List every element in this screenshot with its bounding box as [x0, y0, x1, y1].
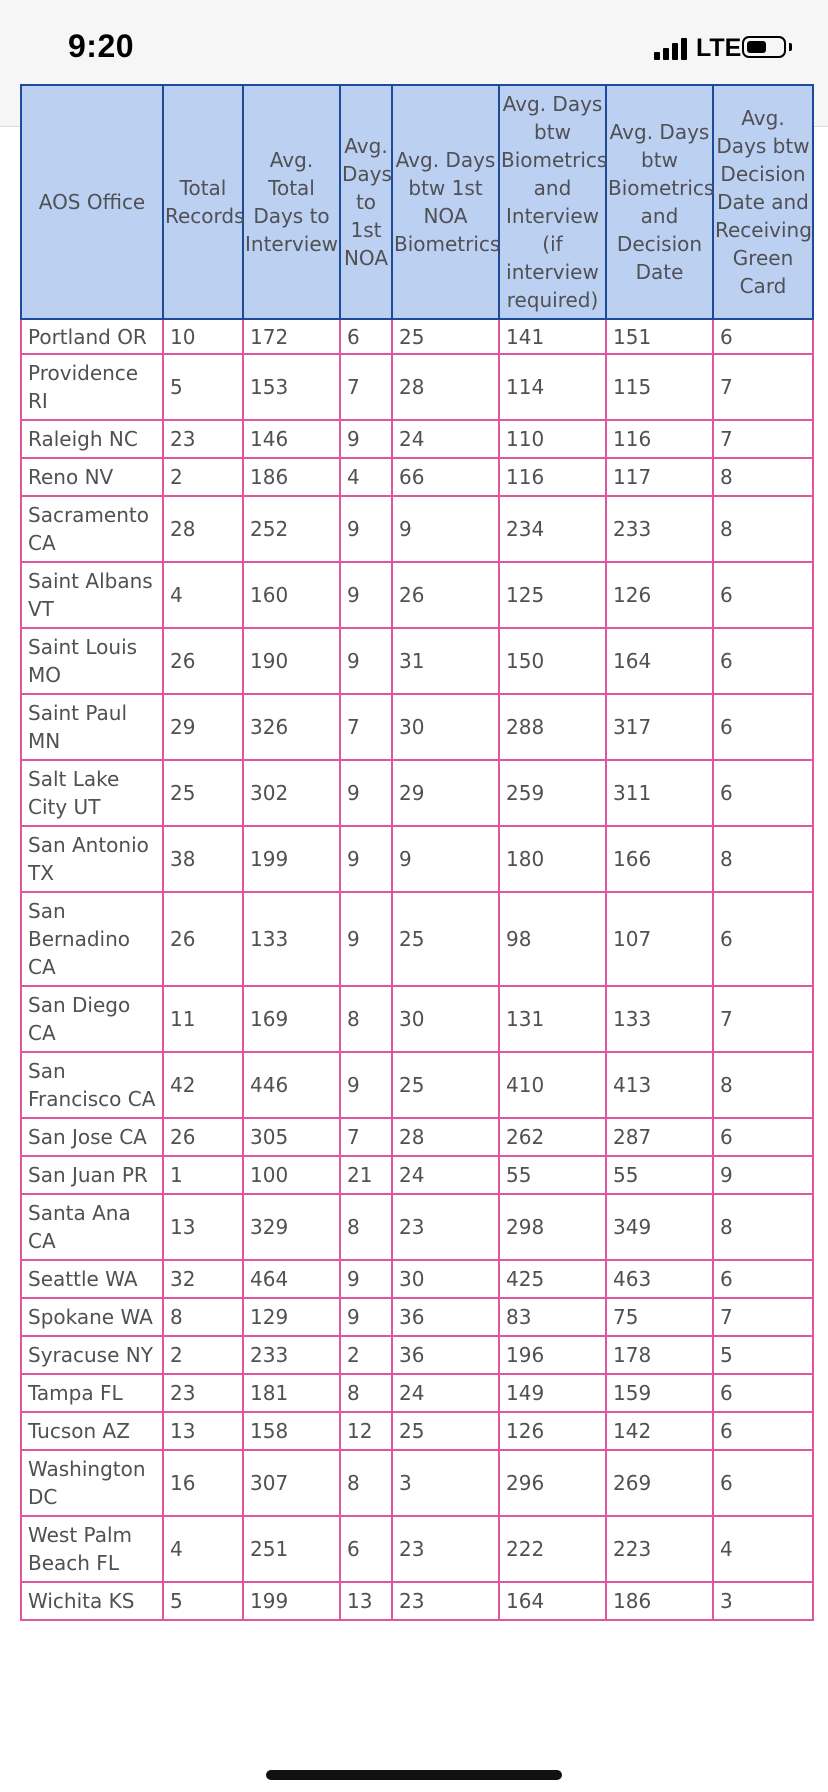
cell-avg-days-noa-biometrics: 9 [392, 496, 499, 562]
cell-avg-days-noa-biometrics: 24 [392, 420, 499, 458]
cell-avg-days-1st-noa: 7 [340, 1118, 392, 1156]
cell-total-records: 13 [163, 1194, 243, 1260]
cell-avg-days-biometrics-decision: 317 [606, 694, 713, 760]
table-body [21, 354, 813, 1620]
cell-avg-days-biometrics-interview: 125 [499, 562, 606, 628]
cell-avg-days-decision-green-card: 6 [713, 1412, 813, 1450]
cell-avg-days-1st-noa: 2 [340, 1336, 392, 1374]
cell-avg-days-biometrics-decision: 117 [606, 458, 713, 496]
cell-avg-days-1st-noa: 13 [340, 1582, 392, 1620]
cell-aos-office: Seattle WA [21, 1260, 163, 1298]
cell-avg-days-1st-noa: 9 [340, 1260, 392, 1298]
cell-avg-days-biometrics-decision: 151 [606, 319, 713, 354]
cell-avg-days-decision-green-card: 6 [713, 1374, 813, 1412]
cell-avg-days-decision-green-card: 8 [713, 1194, 813, 1260]
cell-avg-days-noa-biometrics: 24 [392, 1156, 499, 1194]
cell-total-records: 16 [163, 1450, 243, 1516]
cell-avg-days-1st-noa: 6 [340, 319, 392, 354]
cell-avg-days-noa-biometrics: 25 [392, 1412, 499, 1450]
cell-avg-days-decision-green-card: 7 [713, 986, 813, 1052]
cell-avg-days-decision-green-card: 6 [713, 562, 813, 628]
cell-avg-days-biometrics-decision: 233 [606, 496, 713, 562]
cell-avg-total-days: 153 [243, 354, 340, 420]
cell-avg-days-biometrics-decision: 55 [606, 1156, 713, 1194]
cell-avg-days-decision-green-card: 6 [713, 1450, 813, 1516]
cell-avg-days-biometrics-interview: 410 [499, 1052, 606, 1118]
table-row [21, 458, 813, 496]
cell-avg-days-biometrics-interview: 55 [499, 1156, 606, 1194]
cell-avg-days-biometrics-interview: 262 [499, 1118, 606, 1156]
cell-avg-days-noa-biometrics: 30 [392, 694, 499, 760]
cell-total-records: 1 [163, 1156, 243, 1194]
network-type: LTE [696, 34, 742, 62]
cell-aos-office: Santa Ana CA [21, 1194, 163, 1260]
cell-total-records: 4 [163, 562, 243, 628]
cell-avg-days-decision-green-card: 6 [713, 892, 813, 986]
cell-avg-days-1st-noa: 8 [340, 1450, 392, 1516]
cell-avg-days-1st-noa: 9 [340, 1298, 392, 1336]
cell-avg-total-days: 146 [243, 420, 340, 458]
cell-avg-days-1st-noa: 9 [340, 562, 392, 628]
cell-total-records: 8 [163, 1298, 243, 1336]
cell-aos-office: Syracuse NY [21, 1336, 163, 1374]
cell-avg-days-1st-noa: 8 [340, 1194, 392, 1260]
cell-avg-days-decision-green-card: 5 [713, 1336, 813, 1374]
cell-avg-total-days: 158 [243, 1412, 340, 1450]
cell-avg-days-1st-noa: 9 [340, 420, 392, 458]
cell-aos-office: San Diego CA [21, 986, 163, 1052]
table-row [21, 1374, 813, 1412]
table-row [21, 1336, 813, 1374]
column-header-total-records: Total Records [163, 85, 243, 319]
table-row [21, 1156, 813, 1194]
cell-aos-office: West Palm Beach FL [21, 1516, 163, 1582]
cell-avg-days-noa-biometrics: 23 [392, 1516, 499, 1582]
cell-total-records: 10 [163, 319, 243, 354]
cell-aos-office: Saint Paul MN [21, 694, 163, 760]
cell-total-records: 26 [163, 628, 243, 694]
cell-avg-days-biometrics-interview: 425 [499, 1260, 606, 1298]
cell-avg-days-biometrics-decision: 413 [606, 1052, 713, 1118]
cell-avg-total-days: 326 [243, 694, 340, 760]
table-row [21, 1194, 813, 1260]
table-row [21, 1298, 813, 1336]
table-partial-row-group [21, 319, 813, 354]
cell-avg-total-days: 329 [243, 1194, 340, 1260]
processing-times-table-container[interactable] [20, 92, 812, 1792]
cell-avg-days-biometrics-interview: 222 [499, 1516, 606, 1582]
table-row [21, 1450, 813, 1516]
cell-avg-days-decision-green-card: 6 [713, 760, 813, 826]
cell-avg-days-1st-noa: 21 [340, 1156, 392, 1194]
cell-aos-office: Saint Albans VT [21, 562, 163, 628]
cell-avg-days-biometrics-decision: 287 [606, 1118, 713, 1156]
cell-avg-days-noa-biometrics: 23 [392, 1582, 499, 1620]
cell-avg-days-1st-noa: 7 [340, 694, 392, 760]
table-row [21, 760, 813, 826]
column-header-avg-days-biometrics-decision: Avg. Days btw Biometrics and Decision Date [606, 85, 713, 319]
cell-total-records: 5 [163, 354, 243, 420]
status-time: 9:20 [68, 28, 135, 64]
column-header-avg-days-1st-noa: Avg. Days to 1st NOA [340, 85, 392, 319]
table-row [21, 1260, 813, 1298]
cell-aos-office: Portland OR [21, 319, 163, 354]
cell-avg-days-1st-noa: 9 [340, 496, 392, 562]
cell-avg-days-biometrics-interview: 98 [499, 892, 606, 986]
cell-avg-days-biometrics-decision: 178 [606, 1336, 713, 1374]
cell-avg-days-noa-biometrics: 25 [392, 319, 499, 354]
cell-avg-total-days: 251 [243, 1516, 340, 1582]
cell-avg-total-days: 100 [243, 1156, 340, 1194]
cell-avg-days-noa-biometrics: 24 [392, 1374, 499, 1412]
cell-avg-days-biometrics-interview: 131 [499, 986, 606, 1052]
cell-total-records: 13 [163, 1412, 243, 1450]
cell-aos-office: Washington DC [21, 1450, 163, 1516]
cell-avg-total-days: 233 [243, 1336, 340, 1374]
cell-avg-days-1st-noa: 9 [340, 826, 392, 892]
table-row [21, 1412, 813, 1450]
cell-avg-days-biometrics-decision: 116 [606, 420, 713, 458]
table-row [21, 892, 813, 986]
cell-total-records: 26 [163, 892, 243, 986]
table-row [21, 1118, 813, 1156]
cell-avg-days-noa-biometrics: 23 [392, 1194, 499, 1260]
cell-avg-days-biometrics-interview: 150 [499, 628, 606, 694]
table-row [21, 1516, 813, 1582]
home-indicator[interactable] [266, 1770, 562, 1780]
cell-aos-office: Raleigh NC [21, 420, 163, 458]
cell-avg-total-days: 302 [243, 760, 340, 826]
cell-avg-days-biometrics-interview: 116 [499, 458, 606, 496]
column-header-avg-days-biometrics-interview: Avg. Days btw Biometrics and Interview (if interview required) [499, 85, 606, 319]
cell-total-records: 2 [163, 1336, 243, 1374]
cell-avg-days-noa-biometrics: 30 [392, 1260, 499, 1298]
status-bar [0, 0, 828, 80]
cell-total-records: 28 [163, 496, 243, 562]
cell-aos-office: Salt Lake City UT [21, 760, 163, 826]
table-header-row [21, 85, 813, 319]
cell-avg-total-days: 305 [243, 1118, 340, 1156]
battery-cap [789, 43, 792, 51]
cell-avg-total-days: 307 [243, 1450, 340, 1516]
cell-avg-total-days: 133 [243, 892, 340, 986]
cell-aos-office: Wichita KS [21, 1582, 163, 1620]
cell-avg-days-decision-green-card: 7 [713, 1298, 813, 1336]
cell-total-records: 23 [163, 420, 243, 458]
cell-avg-days-biometrics-decision: 269 [606, 1450, 713, 1516]
cell-avg-days-biometrics-interview: 196 [499, 1336, 606, 1374]
cell-avg-days-decision-green-card: 8 [713, 496, 813, 562]
cell-avg-days-biometrics-decision: 186 [606, 1582, 713, 1620]
cell-avg-total-days: 186 [243, 458, 340, 496]
cell-avg-days-noa-biometrics: 25 [392, 1052, 499, 1118]
cell-avg-days-biometrics-decision: 107 [606, 892, 713, 986]
cell-total-records: 38 [163, 826, 243, 892]
cell-avg-days-biometrics-interview: 141 [499, 319, 606, 354]
cell-avg-days-decision-green-card: 6 [713, 1118, 813, 1156]
cell-avg-days-noa-biometrics: 66 [392, 458, 499, 496]
table-row [21, 354, 813, 420]
cell-avg-days-biometrics-decision: 311 [606, 760, 713, 826]
cell-avg-days-biometrics-interview: 259 [499, 760, 606, 826]
column-header-avg-days-decision-green-card: Avg. Days btw Decision Date and Receiving Green Card [713, 85, 813, 319]
cell-avg-days-1st-noa: 9 [340, 1052, 392, 1118]
cell-avg-days-1st-noa: 12 [340, 1412, 392, 1450]
cell-aos-office: San Jose CA [21, 1118, 163, 1156]
cell-avg-days-biometrics-decision: 349 [606, 1194, 713, 1260]
cell-avg-days-biometrics-interview: 288 [499, 694, 606, 760]
cell-avg-days-biometrics-decision: 126 [606, 562, 713, 628]
cell-avg-days-biometrics-interview: 114 [499, 354, 606, 420]
cell-avg-days-biometrics-decision: 166 [606, 826, 713, 892]
cell-avg-total-days: 169 [243, 986, 340, 1052]
cell-avg-days-biometrics-interview: 298 [499, 1194, 606, 1260]
cell-avg-days-noa-biometrics: 28 [392, 354, 499, 420]
cell-avg-total-days: 190 [243, 628, 340, 694]
cell-avg-days-noa-biometrics: 36 [392, 1298, 499, 1336]
cell-avg-days-1st-noa: 9 [340, 892, 392, 986]
table-row [21, 986, 813, 1052]
battery-icon [742, 36, 786, 58]
cell-avg-total-days: 129 [243, 1298, 340, 1336]
cell-avg-total-days: 199 [243, 1582, 340, 1620]
table-row [21, 420, 813, 458]
table-row [21, 628, 813, 694]
cell-avg-days-biometrics-interview: 83 [499, 1298, 606, 1336]
cell-avg-days-noa-biometrics: 9 [392, 826, 499, 892]
cell-avg-days-noa-biometrics: 3 [392, 1450, 499, 1516]
table-row [21, 1582, 813, 1620]
cell-avg-days-biometrics-interview: 110 [499, 420, 606, 458]
table-row [21, 319, 813, 354]
cell-avg-days-decision-green-card: 6 [713, 1260, 813, 1298]
cellular-signal-icon [654, 38, 692, 60]
cell-aos-office: Sacramento CA [21, 496, 163, 562]
column-header-avg-days-noa-biometrics: Avg. Days btw 1st NOA Biometrics [392, 85, 499, 319]
cell-total-records: 5 [163, 1582, 243, 1620]
cell-aos-office: Saint Louis MO [21, 628, 163, 694]
cell-avg-total-days: 199 [243, 826, 340, 892]
cell-aos-office: Spokane WA [21, 1298, 163, 1336]
cell-avg-days-decision-green-card: 8 [713, 1052, 813, 1118]
cell-total-records: 11 [163, 986, 243, 1052]
cell-avg-days-biometrics-interview: 296 [499, 1450, 606, 1516]
cell-avg-days-biometrics-interview: 164 [499, 1582, 606, 1620]
cell-avg-days-decision-green-card: 4 [713, 1516, 813, 1582]
cell-avg-total-days: 464 [243, 1260, 340, 1298]
cell-avg-days-biometrics-decision: 164 [606, 628, 713, 694]
cell-avg-total-days: 172 [243, 319, 340, 354]
cell-total-records: 32 [163, 1260, 243, 1298]
cell-avg-days-decision-green-card: 6 [713, 694, 813, 760]
cell-avg-days-decision-green-card: 8 [713, 826, 813, 892]
cell-avg-days-decision-green-card: 3 [713, 1582, 813, 1620]
cell-avg-days-biometrics-decision: 159 [606, 1374, 713, 1412]
cell-avg-days-decision-green-card: 6 [713, 628, 813, 694]
cell-avg-days-1st-noa: 9 [340, 760, 392, 826]
cell-total-records: 4 [163, 1516, 243, 1582]
cell-avg-days-noa-biometrics: 28 [392, 1118, 499, 1156]
table-row [21, 694, 813, 760]
cell-avg-days-1st-noa: 6 [340, 1516, 392, 1582]
cell-avg-total-days: 446 [243, 1052, 340, 1118]
cell-total-records: 2 [163, 458, 243, 496]
column-header-aos-office: AOS Office [21, 85, 163, 319]
cell-total-records: 26 [163, 1118, 243, 1156]
table-row [21, 562, 813, 628]
cell-avg-days-biometrics-decision: 133 [606, 986, 713, 1052]
cell-avg-days-noa-biometrics: 30 [392, 986, 499, 1052]
cell-avg-total-days: 181 [243, 1374, 340, 1412]
cell-aos-office: Reno NV [21, 458, 163, 496]
cell-avg-total-days: 252 [243, 496, 340, 562]
cell-avg-days-1st-noa: 7 [340, 354, 392, 420]
cell-aos-office: San Bernadino CA [21, 892, 163, 986]
cell-total-records: 29 [163, 694, 243, 760]
cell-avg-days-biometrics-interview: 149 [499, 1374, 606, 1412]
table-row [21, 826, 813, 892]
cell-avg-days-noa-biometrics: 31 [392, 628, 499, 694]
cell-aos-office: Tampa FL [21, 1374, 163, 1412]
cell-avg-days-noa-biometrics: 36 [392, 1336, 499, 1374]
cell-avg-days-decision-green-card: 6 [713, 319, 813, 354]
cell-avg-days-biometrics-interview: 126 [499, 1412, 606, 1450]
cell-avg-days-biometrics-decision: 115 [606, 354, 713, 420]
cell-avg-days-noa-biometrics: 26 [392, 562, 499, 628]
cell-avg-days-biometrics-interview: 234 [499, 496, 606, 562]
cell-avg-days-biometrics-decision: 75 [606, 1298, 713, 1336]
cell-avg-days-noa-biometrics: 29 [392, 760, 499, 826]
cell-avg-days-decision-green-card: 9 [713, 1156, 813, 1194]
cell-avg-days-1st-noa: 8 [340, 1374, 392, 1412]
cell-avg-days-noa-biometrics: 25 [392, 892, 499, 986]
cell-avg-days-decision-green-card: 7 [713, 354, 813, 420]
cell-avg-total-days: 160 [243, 562, 340, 628]
cell-avg-days-biometrics-decision: 142 [606, 1412, 713, 1450]
cell-aos-office: San Antonio TX [21, 826, 163, 892]
cell-avg-days-1st-noa: 9 [340, 628, 392, 694]
cell-avg-days-biometrics-interview: 180 [499, 826, 606, 892]
cell-avg-days-1st-noa: 8 [340, 986, 392, 1052]
cell-total-records: 23 [163, 1374, 243, 1412]
cell-avg-days-biometrics-decision: 223 [606, 1516, 713, 1582]
cell-avg-days-decision-green-card: 7 [713, 420, 813, 458]
column-header-avg-total-days: Avg. Total Days to Interview [243, 85, 340, 319]
cell-total-records: 25 [163, 760, 243, 826]
cell-aos-office: San Juan PR [21, 1156, 163, 1194]
table-row [21, 496, 813, 562]
table-row [21, 1052, 813, 1118]
cell-avg-days-biometrics-decision: 463 [606, 1260, 713, 1298]
cell-avg-days-1st-noa: 4 [340, 458, 392, 496]
cell-avg-days-decision-green-card: 8 [713, 458, 813, 496]
cell-aos-office: Providence RI [21, 354, 163, 420]
processing-times-table [20, 84, 814, 1621]
cell-aos-office: Tucson AZ [21, 1412, 163, 1450]
cell-aos-office: San Francisco CA [21, 1052, 163, 1118]
cell-total-records: 42 [163, 1052, 243, 1118]
